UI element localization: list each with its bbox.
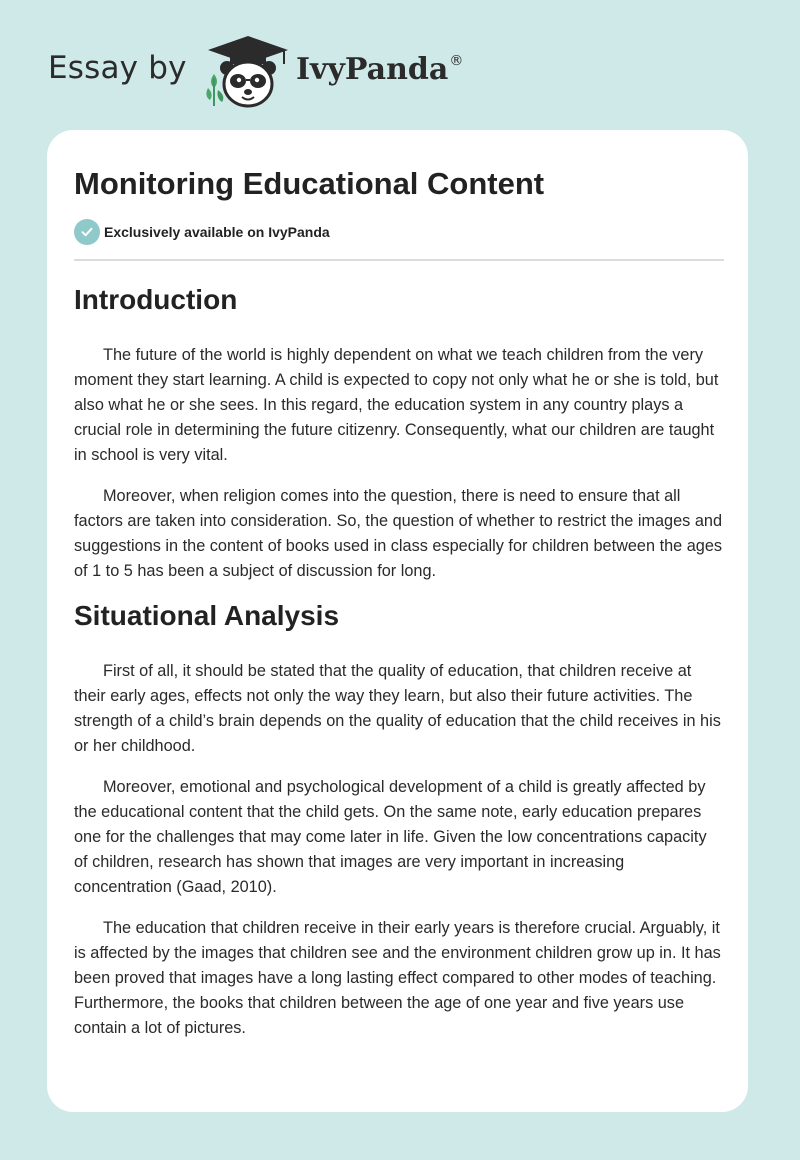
page-title: Monitoring Educational Content (74, 166, 545, 201)
essay-by-label: Essay by (48, 50, 187, 86)
paragraph: The education that children receive in their early years is therefore crucial. Arguably, it is affected by the images that children see and the environment children grow up in. It has been proved that images have a long lasting effect compared to other modes of teaching. Furthermore, the books that children between the age of one year and five years use contain a lot of pictures. (74, 919, 721, 1037)
paragraph: Moreover, when religion comes into the question, there is need to ensure that all factors are taken into consideration. So, the question of whether to restrict the images and suggestions in the content of books used in class especially for children between the ages of 1 to 5 has been a subject of discussion for long. (74, 487, 723, 580)
paragraph: First of all, it should be stated that the quality of education, that children receive at their early ages, effects not only the way they learn, but also their future activities. The strength of a child’s brain depends on the quality of education that the child receives in his or her childhood. (74, 662, 721, 755)
section-heading-situational-analysis: Situational Analysis (74, 600, 340, 631)
exclusive-badge-label: Exclusively available on IvyPanda (104, 224, 330, 240)
brand-name-text: IvyPanda (296, 52, 449, 87)
registered-mark: ® (449, 53, 464, 69)
essay-content (74, 130, 724, 1041)
section-heading-introduction: Introduction (74, 284, 238, 315)
essay-card (47, 130, 748, 1112)
brand-name[interactable] (296, 52, 463, 87)
paragraph: Moreover, emotional and psychological development of a child is greatly affected by the educational content that the child gets. On the same note, early education prepares one for the challenges that may come later in life. Given the low concentrations capacity of children, research has shown that images are very important in increasing concentration (Gaad, 2010). (74, 778, 707, 896)
title-divider (74, 259, 724, 261)
checkmark-icon (74, 219, 100, 245)
paragraph: The future of the world is highly dependent on what we teach children from the very moment they start learning. A child is expected to copy not only what he or she is told, but also what he or she sees. In this regard, the education system in any country plays a crucial role in determining the future citizenry. Consequently, what our children are taught in school is very vital. (74, 346, 719, 464)
exclusive-badge (74, 219, 724, 245)
site-header (0, 0, 800, 130)
ivypanda-logo-icon[interactable] (200, 34, 296, 110)
